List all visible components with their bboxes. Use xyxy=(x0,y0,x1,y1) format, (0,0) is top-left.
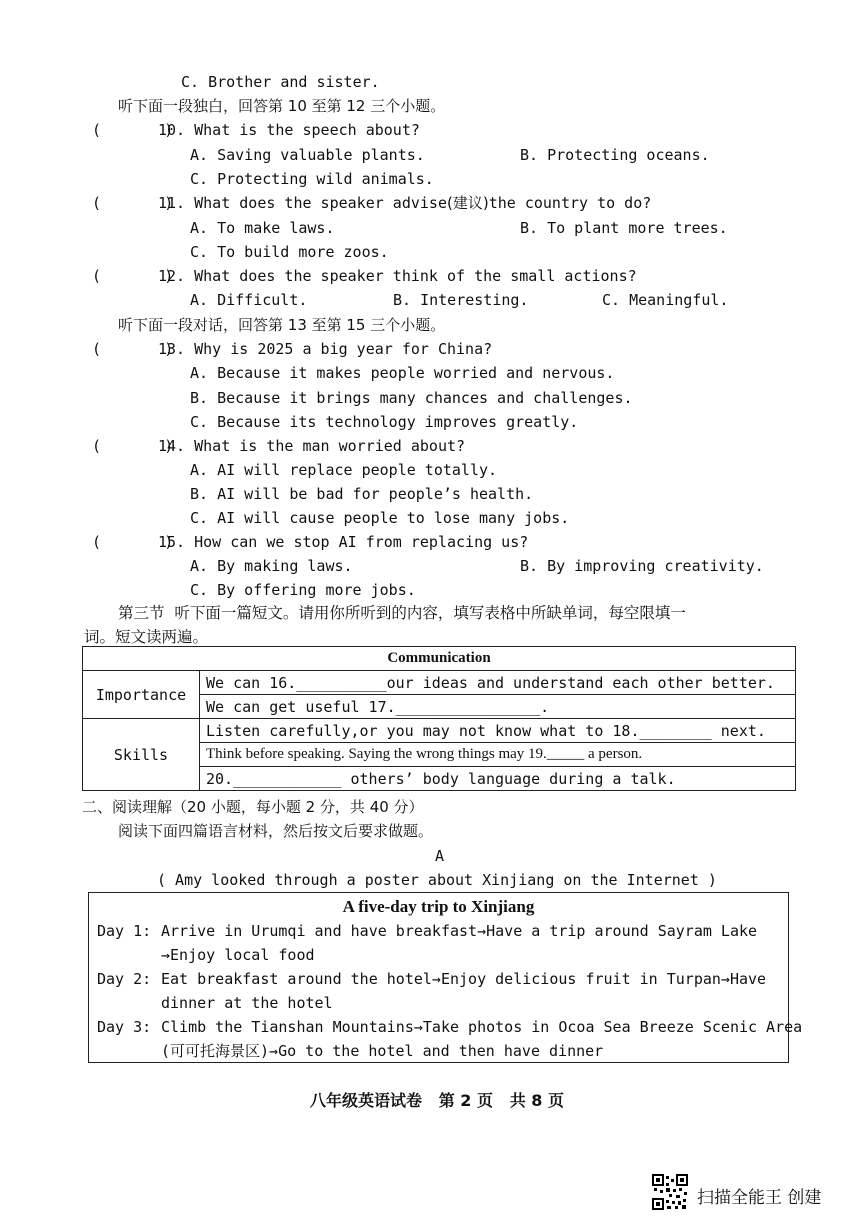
table-row: We can 16.__________our ideas and understand each other better. xyxy=(200,671,796,695)
page-footer: 八年级英语试卷 第 2 页 共 8 页 xyxy=(310,1091,564,1110)
q15-option-a: A. By making laws. xyxy=(190,557,353,575)
trip-title: A five-day trip to Xinjiang xyxy=(342,897,535,916)
passage-intro: ( Amy looked through a poster about Xinjiang on the Internet ) xyxy=(157,871,717,889)
trip-poster xyxy=(88,892,803,1063)
answer-paren-14: ( ) xyxy=(92,437,174,455)
day-3-line-2: (可可托海景区)→Go to the hotel and then have dinner xyxy=(161,1042,604,1060)
day-1-line-1: Arrive in Urumqi and have breakfast→Have a trip around Sayram Lake xyxy=(161,922,758,940)
day-1-label: Day 1: xyxy=(97,922,152,940)
part-2-instruction: 阅读下面四篇语言材料，然后按文后要求做题。 xyxy=(118,822,434,840)
answer-paren-12: ( ) xyxy=(92,267,174,285)
table-row: 20.____________ others’ body language during a talk. xyxy=(200,767,796,791)
day-2-line-2: dinner at the hotel xyxy=(161,994,333,1012)
day-3-label: Day 3: xyxy=(97,1018,152,1036)
scanner-watermark: 扫描全能王 创建 xyxy=(697,1188,822,1208)
q10-option-a: A. Saving valuable plants. xyxy=(190,146,425,164)
q14-option-a: A. AI will replace people totally. xyxy=(190,461,498,479)
q13-option-b: B. Because it brings many chances and challenges. xyxy=(190,389,633,407)
question-13: 13. Why is 2025 a big year for China? xyxy=(158,340,493,358)
q9-option-c: C. Brother and sister. xyxy=(181,73,380,91)
q14-option-c: C. AI will cause people to lose many jobs. xyxy=(190,509,570,527)
qr-code-icon xyxy=(652,1174,688,1210)
section-instruction-10-12: 听下面一段独白，回答第 10 至第 12 三个小题。 xyxy=(118,97,446,115)
q10-option-b: B. Protecting oceans. xyxy=(520,146,710,164)
communication-table xyxy=(82,646,796,791)
table-title: Communication xyxy=(83,647,796,671)
question-12: 12. What does the speaker think of the small actions? xyxy=(158,267,637,285)
q14-option-b: B. AI will be bad for people’s health. xyxy=(190,485,534,503)
q13-option-a: A. Because it makes people worried and nervous. xyxy=(190,364,615,382)
section-3-instruction-cont: 词。短文读两遍。 xyxy=(84,628,209,646)
question-15: 15. How can we stop AI from replacing us? xyxy=(158,533,529,551)
answer-paren-10: ( ) xyxy=(92,121,174,139)
q12-option-b: B. Interesting. xyxy=(393,291,529,309)
question-11-note: (建议) xyxy=(446,194,489,212)
question-14: 14. What is the man worried about? xyxy=(158,437,466,455)
day-3-line-1: Climb the Tianshan Mountains→Take photos in Ocoa Sea Breeze Scenic Area xyxy=(161,1018,803,1036)
passage-letter: A xyxy=(435,847,445,865)
q10-option-c: C. Protecting wild animals. xyxy=(190,170,434,188)
question-11 xyxy=(158,193,651,213)
table-row: Listen carefully,or you may not know what to 18.________ next. xyxy=(200,719,796,743)
skills-label: Skills xyxy=(83,719,200,791)
answer-paren-15: ( ) xyxy=(92,533,174,551)
day-2-line-1: Eat breakfast around the hotel→Enjoy delicious fruit in Turpan→Have xyxy=(161,970,767,988)
section-3-instruction: 第三节 听下面一篇短文。请用你所听到的内容，填写表格中所缺单词，每空限填一 xyxy=(118,604,686,622)
question-11-text-end: the country to do? xyxy=(488,194,652,212)
q11-option-a: A. To make laws. xyxy=(190,219,335,237)
answer-paren-11: ( ) xyxy=(92,194,174,212)
q15-option-b: B. By improving creativity. xyxy=(520,557,764,575)
day-2-label: Day 2: xyxy=(97,970,152,988)
importance-label: Importance xyxy=(83,671,200,719)
q12-option-a: A. Difficult. xyxy=(190,291,308,309)
q13-option-c: C. Because its technology improves greatly. xyxy=(190,413,579,431)
table-row: We can get useful 17.________________. xyxy=(200,695,796,719)
day-1-line-2: →Enjoy local food xyxy=(161,946,315,964)
table-row: Think before speaking. Saying the wrong things may 19._____ a person. xyxy=(200,743,796,767)
q12-option-c: C. Meaningful. xyxy=(602,291,729,309)
q11-option-c: C. To build more zoos. xyxy=(190,243,389,261)
section-instruction-13-15: 听下面一段对话，回答第 13 至第 15 三个小题。 xyxy=(118,316,446,334)
q15-option-c: C. By offering more jobs. xyxy=(190,581,416,599)
answer-paren-13: ( ) xyxy=(92,340,174,358)
question-10: 10. What is the speech about? xyxy=(158,121,420,139)
q11-option-b: B. To plant more trees. xyxy=(520,219,728,237)
question-11-text: 11. What does the speaker advise xyxy=(158,194,447,212)
part-2-heading: 二、阅读理解（20 小题，每小题 2 分，共 40 分） xyxy=(82,798,424,816)
